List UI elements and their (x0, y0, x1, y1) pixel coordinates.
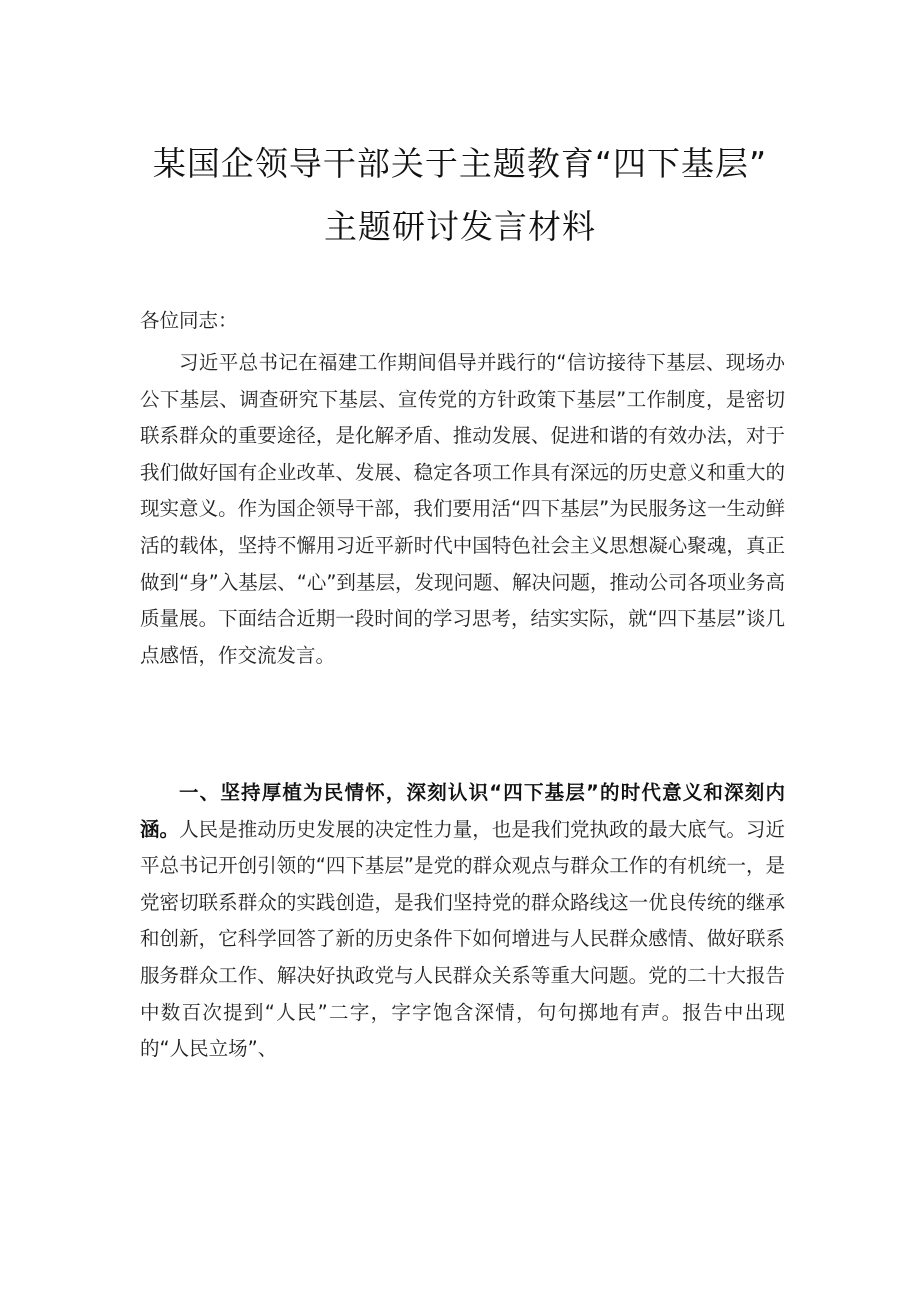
document-title-line-1: 某国企领导干部关于主题教育“四下基层” (152, 144, 768, 183)
section-1-body: 人民是推动历史发展的决定性力量，也是我们党执政的最大底气。习近平总书记开创引领的“四下基层”是党的群众观点与群众工作的有机统一，是党密切联系群众的实践创造，是我们坚持党的群众路线这一优良传统的继承和创新，它科学回答了新的历史条件下如何增进与人民群众感情、做好联系服务群众工作、解决好执政党与人民群众关系等重大问题。党的二十大报告中数百次提到“人民”二字，字字饱含深情，句句掷地有声。报告中出现的“人民立场”、 (140, 817, 785, 1061)
paragraph-section-1 (140, 775, 785, 1068)
document-title-line-2: 主题研讨发言材料 (324, 207, 596, 246)
section-1-heading: 一、坚持厚植为民情怀，深刻认识“四下基层”的时代意义和深刻内涵。 (140, 781, 785, 841)
greeting: 各位同志： (140, 309, 238, 332)
paragraph-intro: 习近平总书记在福建工作期间倡导并践行的“信访接待下基层、现场办公下基层、调查研究下基层、宣传党的方针政策下基层”工作制度，是密切联系群众的重要途径，是化解矛盾、推动发展、促进和谐的有效办法，对于我们做好国有企业改革、发展、稳定各项工作具有深远的历史意义和重大的现实意义。作为国企领导干部，我们要用活“四下基层”为民服务这一生动鲜活的载体，坚持不懈用习近平新时代中国特色社会主义思想凝心聚魂，真正做到“身”入基层、“心”到基层，发现问题、解决问题，推动公司各项业务高质量展。下面结合近期一段时间的学习思考，结实实际，就“四下基层”谈几点感悟，作交流发言。 (140, 351, 785, 667)
